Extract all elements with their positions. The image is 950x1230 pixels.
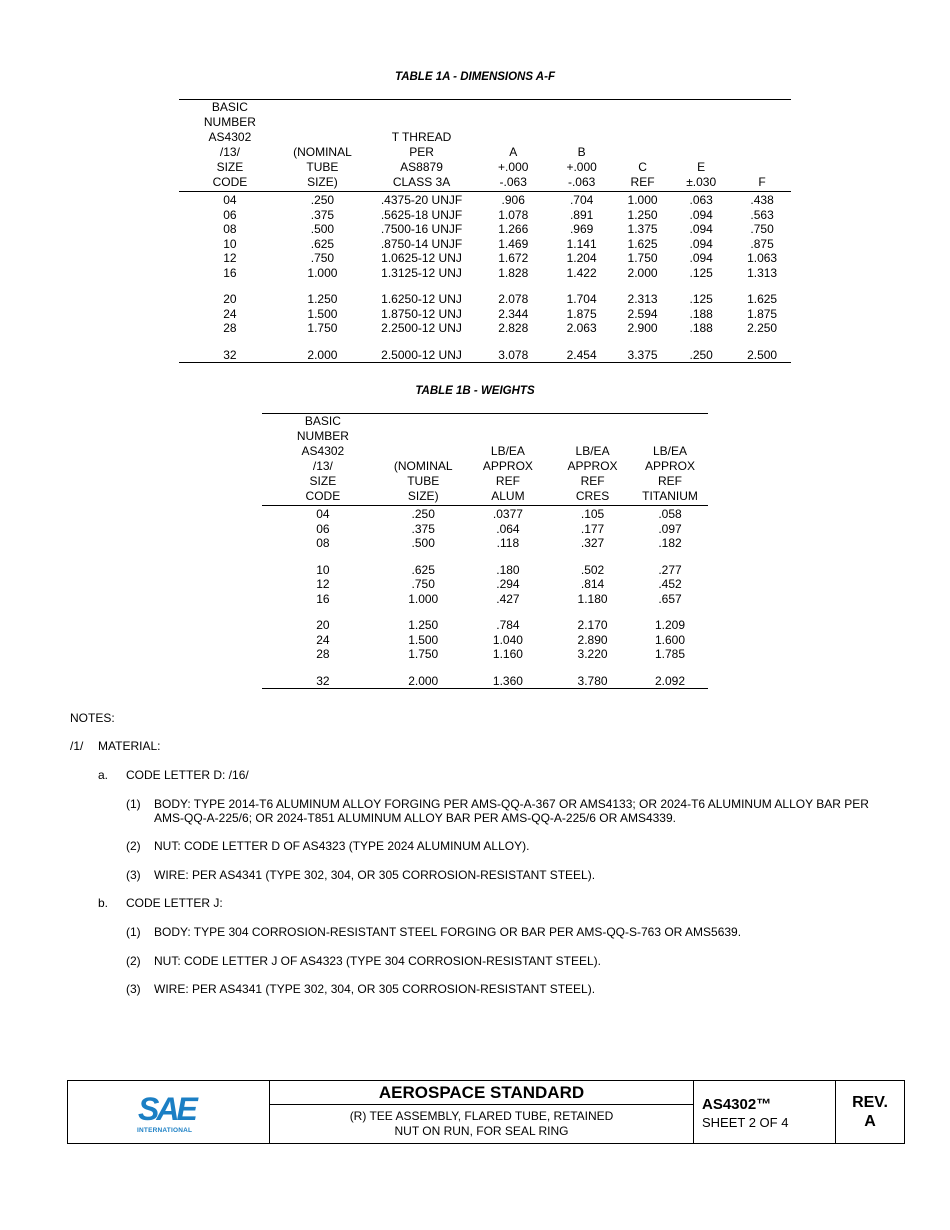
table-row [179,222,791,237]
column-header: B +.000 -.063 [547,100,615,192]
table-row [262,577,708,592]
title-cell [270,1081,694,1143]
table-cell: 28 [223,321,237,335]
table-cell: 20 [223,292,237,306]
table-cell: 1.375 [627,222,658,236]
column-header: E ±.030 [669,100,733,192]
table-cell: 1.875 [747,306,778,321]
table-row [179,266,791,281]
table-cell: .875 [750,236,774,251]
table-cell: 1.3125-12 UNJ [381,265,462,280]
column-header: BASIC NUMBER AS4302 /13/ SIZE CODE [179,100,281,192]
note-b-marker: b. [98,896,109,910]
table-cell: 06 [316,521,330,536]
table-cell: 2.000 [384,662,463,689]
table-cell: .375 [411,521,435,536]
table-cell: 1.6250-12 UNJ [381,292,462,306]
notes-heading: NOTES: [70,711,115,725]
table-cell: .704 [569,193,594,207]
note-1-label: MATERIAL: [98,739,161,753]
table-cell: 1.600 [654,632,686,647]
table-cell: 24 [316,632,330,647]
table-cell: 2.5000-12 UNJ [364,336,479,363]
note-a2-text: NUT: CODE LETTER D OF AS4323 (TYPE 2024 ALUMINUM ALLOY). [154,839,530,853]
table-row [179,192,791,208]
column-header: C REF [616,100,669,192]
column-header: LB/EA APPROX REF CRES [553,414,632,506]
note-a-marker: a. [98,768,109,782]
table-cell: 1.672 [498,251,529,265]
table-cell: 1.750 [307,321,338,335]
table-cell: 2.890 [577,632,608,647]
table-cell: 1.141 [566,236,597,251]
note-a3-text: WIRE: PER AS4341 (TYPE 302, 304, OR 305 CORROSION-RESISTANT STEEL). [154,868,596,882]
table-cell: 2.2500-12 UNJ [381,321,462,335]
table-cell: .094 [689,236,713,251]
table-cell: 1.875 [566,306,597,321]
table-cell: .5625-18 UNJF [380,207,463,222]
column-header: LB/EA APPROX REF TITANIUM [632,414,708,506]
table-1a-title: TABLE 1A - DIMENSIONS A-F [395,71,555,83]
table-cell: 04 [223,193,237,207]
table-cell: 1.204 [566,251,597,265]
weights-table [262,413,708,689]
table-cell: .750 [411,577,435,591]
table-cell: 08 [316,536,330,550]
table-cell: .294 [496,577,520,591]
table-cell: .7500-16 UNJF [380,222,463,236]
table-cell: 1.828 [498,265,529,280]
table-cell: .097 [658,521,682,536]
note-b1-marker: (1) [126,925,141,939]
table-cell: 1.000 [408,591,439,606]
standard-title: AEROSPACE STANDARD [270,1081,693,1105]
sae-logo [138,1093,202,1137]
table-cell: 1.266 [498,222,529,236]
table-cell: .657 [658,591,682,606]
table-cell: 1.469 [498,236,529,251]
table-cell: 3.780 [553,662,632,689]
table-cell: .784 [496,618,520,632]
table-cell: .0377 [492,507,523,521]
table-cell: .750 [750,222,774,236]
table-cell: .250 [411,507,435,521]
table-cell: .064 [496,521,520,536]
table-cell: 1.063 [747,251,778,265]
table-cell: .277 [658,562,682,577]
standard-description [270,1109,693,1138]
table-cell: .250 [669,336,733,363]
table-cell: 08 [223,222,237,236]
table-cell: 28 [316,647,330,661]
table-cell: 2.170 [577,618,608,632]
title-block [67,1080,905,1144]
table-cell: .969 [569,222,594,236]
logo-cell [68,1081,270,1143]
table-cell: .180 [496,562,520,577]
document-id-cell [694,1081,836,1143]
table-row [262,592,708,607]
table-cell: 1.040 [492,632,523,647]
description-line-2: NUT ON RUN, FOR SEAL RING [394,1123,569,1138]
table-cell: 12 [223,251,237,265]
table-row [179,237,791,252]
table-cell: 32 [262,662,384,689]
table-cell: 2.594 [627,306,658,321]
table-cell: .750 [310,251,335,265]
table-cell: .125 [689,265,713,280]
table-cell: 1.180 [577,591,608,606]
table-row [262,506,708,522]
table-cell: 10 [316,562,330,577]
table-cell: .094 [689,251,713,265]
table-cell: 1.313 [747,265,778,280]
table-cell: 3.220 [577,647,608,661]
table-cell: .625 [310,236,335,251]
column-header: BASIC NUMBER AS4302 /13/ SIZE CODE [262,414,384,506]
table-cell: .452 [658,577,682,591]
table-cell: .125 [689,292,713,306]
table-cell: .375 [310,207,335,222]
table-row [179,321,791,336]
table-row [179,251,791,266]
table-cell: 1.250 [307,292,338,306]
table-row [179,208,791,223]
table-cell: 1.250 [627,207,658,222]
table-cell: 1.422 [566,265,597,280]
table-cell: .500 [310,222,335,236]
revision-cell [836,1081,904,1143]
document-number: AS4302™ [702,1096,772,1113]
table-row [179,307,791,322]
column-header: F [733,100,791,192]
note-b2-marker: (2) [126,954,141,968]
table-cell: 20 [316,618,330,632]
table-cell: 1.209 [654,618,686,632]
table-row [262,662,708,689]
note-a3-marker: (3) [126,868,141,882]
table-row [179,336,791,363]
table-1b-title: TABLE 1B - WEIGHTS [415,385,535,397]
note-a1-marker: (1) [126,797,141,811]
table-cell: 1.160 [492,647,523,661]
dimensions-table [179,99,791,363]
table-cell: .182 [658,536,682,550]
table-cell: .563 [750,207,774,222]
table-row [262,522,708,537]
note-a2-marker: (2) [126,839,141,853]
table-cell: .438 [750,193,774,207]
table-cell: .250 [310,193,335,207]
table-cell: 2.000 [627,265,658,280]
table-cell: .427 [496,591,520,606]
table-cell: .105 [580,507,605,521]
note-b3-marker: (3) [126,982,141,996]
table-cell: 1.078 [498,207,529,222]
column-header: LB/EA APPROX REF ALUM [463,414,553,506]
table-cell: 2.092 [632,662,708,689]
note-b2-text: NUT: CODE LETTER J OF AS4323 (TYPE 304 CORROSION-RESISTANT STEEL). [154,954,601,968]
table-cell: 1.250 [408,618,439,632]
table-cell: .8750-14 UNJF [380,236,463,251]
table-cell: 1.785 [654,647,686,661]
table-cell: 10 [223,236,237,251]
table-cell: 1.704 [566,292,597,306]
column-header: T THREAD PER AS8879 CLASS 3A [364,100,479,192]
table-cell: 1.0625-12 UNJ [381,251,462,265]
description-line-1: (R) TEE ASSEMBLY, FLARED TUBE, RETAINED [349,1109,614,1123]
table-cell: 16 [223,265,237,280]
table-cell: 32 [179,336,281,363]
table-cell: 1.625 [747,292,778,306]
table-cell: .058 [658,507,682,521]
table-row [262,536,708,551]
note-b-label: CODE LETTER J: [126,896,223,910]
table-cell: 1.8750-12 UNJ [381,306,462,321]
table-cell: 1.750 [408,647,439,661]
table-cell: 2.000 [281,336,364,363]
table-cell: 1.500 [408,632,439,647]
table-cell: 2.500 [733,336,791,363]
table-row [179,280,791,307]
table-cell: 04 [316,507,330,521]
logo-subtext: INTERNATIONAL [137,1127,193,1134]
column-header: (NOMINAL TUBE SIZE) [281,100,364,192]
table-cell: 2.454 [547,336,615,363]
table-cell: 16 [316,591,330,606]
table-cell: .4375-20 UNJF [380,193,463,207]
table-row [262,551,708,578]
table-cell: 1.750 [627,251,658,265]
table-cell: 1.625 [627,236,658,251]
table-cell: .814 [580,577,605,591]
table-cell: .891 [569,207,594,222]
table-cell: .118 [496,536,520,550]
revision-label: REV. [852,1094,888,1111]
table-row [262,606,708,633]
table-cell: 3.375 [616,336,669,363]
column-header: (NOMINAL TUBE SIZE) [384,414,463,506]
table-cell: 2.078 [498,292,529,306]
table-cell: .625 [411,562,435,577]
column-header: A +.000 -.063 [479,100,547,192]
table-cell: .094 [689,222,713,236]
table-cell: .188 [689,306,713,321]
table-cell: .327 [580,536,605,550]
table-cell: 2.828 [498,321,529,335]
table-cell: .500 [411,536,435,550]
table-cell: 1.000 [627,193,658,207]
table-cell: .906 [501,193,525,207]
table-cell: 24 [223,306,237,321]
table-cell: .177 [580,521,605,536]
table-cell: 06 [223,207,237,222]
sheet-number: SHEET 2 OF 4 [702,1115,789,1130]
table-cell: 1.500 [307,306,338,321]
revision-value: A [864,1113,876,1130]
table-row [262,633,708,648]
note-a-label: CODE LETTER D: /16/ [126,768,249,782]
table-cell: 1.000 [307,265,338,280]
note-1-marker: /1/ [70,739,84,753]
table-cell: .502 [580,562,605,577]
table-cell: 2.900 [627,321,658,335]
table-cell: 2.344 [498,306,529,321]
note-a1-text: BODY: TYPE 2014-T6 ALUMINUM ALLOY FORGING PER AMS-QQ-A-367 OR AMS4133; OR 2024-T6 ALUMINUM ALLOY BAR PER AMS-QQ-A-225/6; OR 2024-T851 ALUMINUM ALLOY BAR PER AMS-QQ-A-225/6 OR AMS4339. [154,797,869,825]
table-row [262,647,708,662]
table-cell: 1.360 [463,662,553,689]
logo-text: SAE [138,1091,195,1127]
note-b1-text: BODY: TYPE 304 CORROSION-RESISTANT STEEL FORGING OR BAR PER AMS-QQ-S-763 OR AMS5639. [154,925,742,939]
table-cell: 3.078 [479,336,547,363]
table-cell: .063 [689,193,713,207]
table-cell: .094 [689,207,713,222]
note-b3-text: WIRE: PER AS4341 (TYPE 302, 304, OR 305 CORROSION-RESISTANT STEEL). [154,982,596,996]
table-cell: 2.313 [627,292,658,306]
table-cell: 2.250 [747,321,778,335]
table-cell: .188 [689,321,713,335]
table-cell: 2.063 [566,321,597,335]
table-cell: 12 [316,577,330,591]
